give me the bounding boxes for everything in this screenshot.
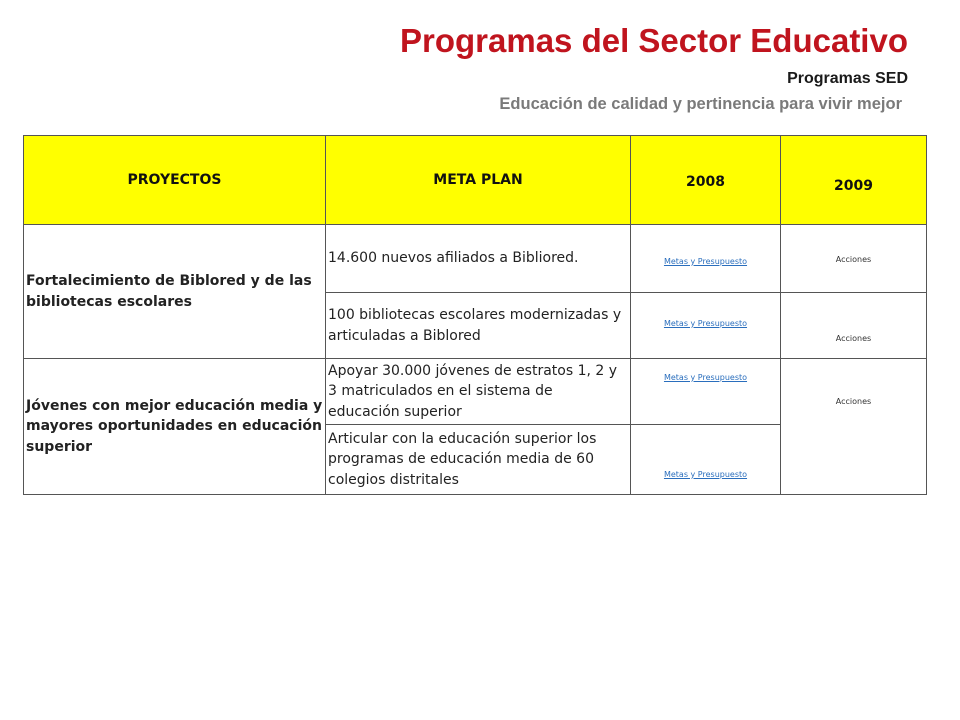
acciones-text: Acciones [835,255,872,264]
meta-plan-cell: 14.600 nuevos afiliados a Bibliored. [326,225,631,293]
page-tagline: Educación de calidad y pertinencia para vivir mejor [499,95,902,113]
meta-plan-cell: 100 bibliotecas escolares modernizadas y articuladas a Biblored [326,293,631,359]
metas-cell [631,293,781,359]
project-name-biblored: Fortalecimiento de Biblored y de las bibliotecas escolares [24,225,326,359]
acciones-text: Acciones [835,397,872,406]
metas-presupuesto-link[interactable]: Metas y Presupuesto [663,373,748,382]
table-header-row [24,136,927,225]
page-title: Programas del Sector Educativo [399,22,908,59]
page-subtitle: Programas SED [787,70,908,87]
table-row [24,359,927,425]
acciones-text: Acciones [835,334,872,343]
metas-cell [631,225,781,293]
metas-presupuesto-link[interactable]: Metas y Presupuesto [663,319,748,328]
acciones-cell [781,359,927,495]
meta-plan-cell: Articular con la educación superior los programas de educación media de 60 colegios distritales [326,425,631,495]
project-name-jovenes: Jóvenes con mejor educación media y mayores oportunidades en educación superior [24,359,326,495]
metas-presupuesto-link[interactable]: Metas y Presupuesto [663,257,748,266]
meta-plan-cell: Apoyar 30.000 jóvenes de estratos 1, 2 y 3 matriculados en el sistema de educación superior [326,359,631,425]
column-header-2009: 2009 [781,136,927,225]
acciones-cell [781,293,927,359]
column-header-2008: 2008 [631,136,781,225]
acciones-cell [781,225,927,293]
metas-presupuesto-link[interactable]: Metas y Presupuesto [663,470,748,479]
table-row [24,225,927,293]
column-header-meta-plan: META PLAN [326,136,631,225]
programs-table [23,135,927,495]
metas-cell [631,359,781,425]
column-header-proyectos: PROYECTOS [24,136,326,225]
metas-cell [631,425,781,495]
